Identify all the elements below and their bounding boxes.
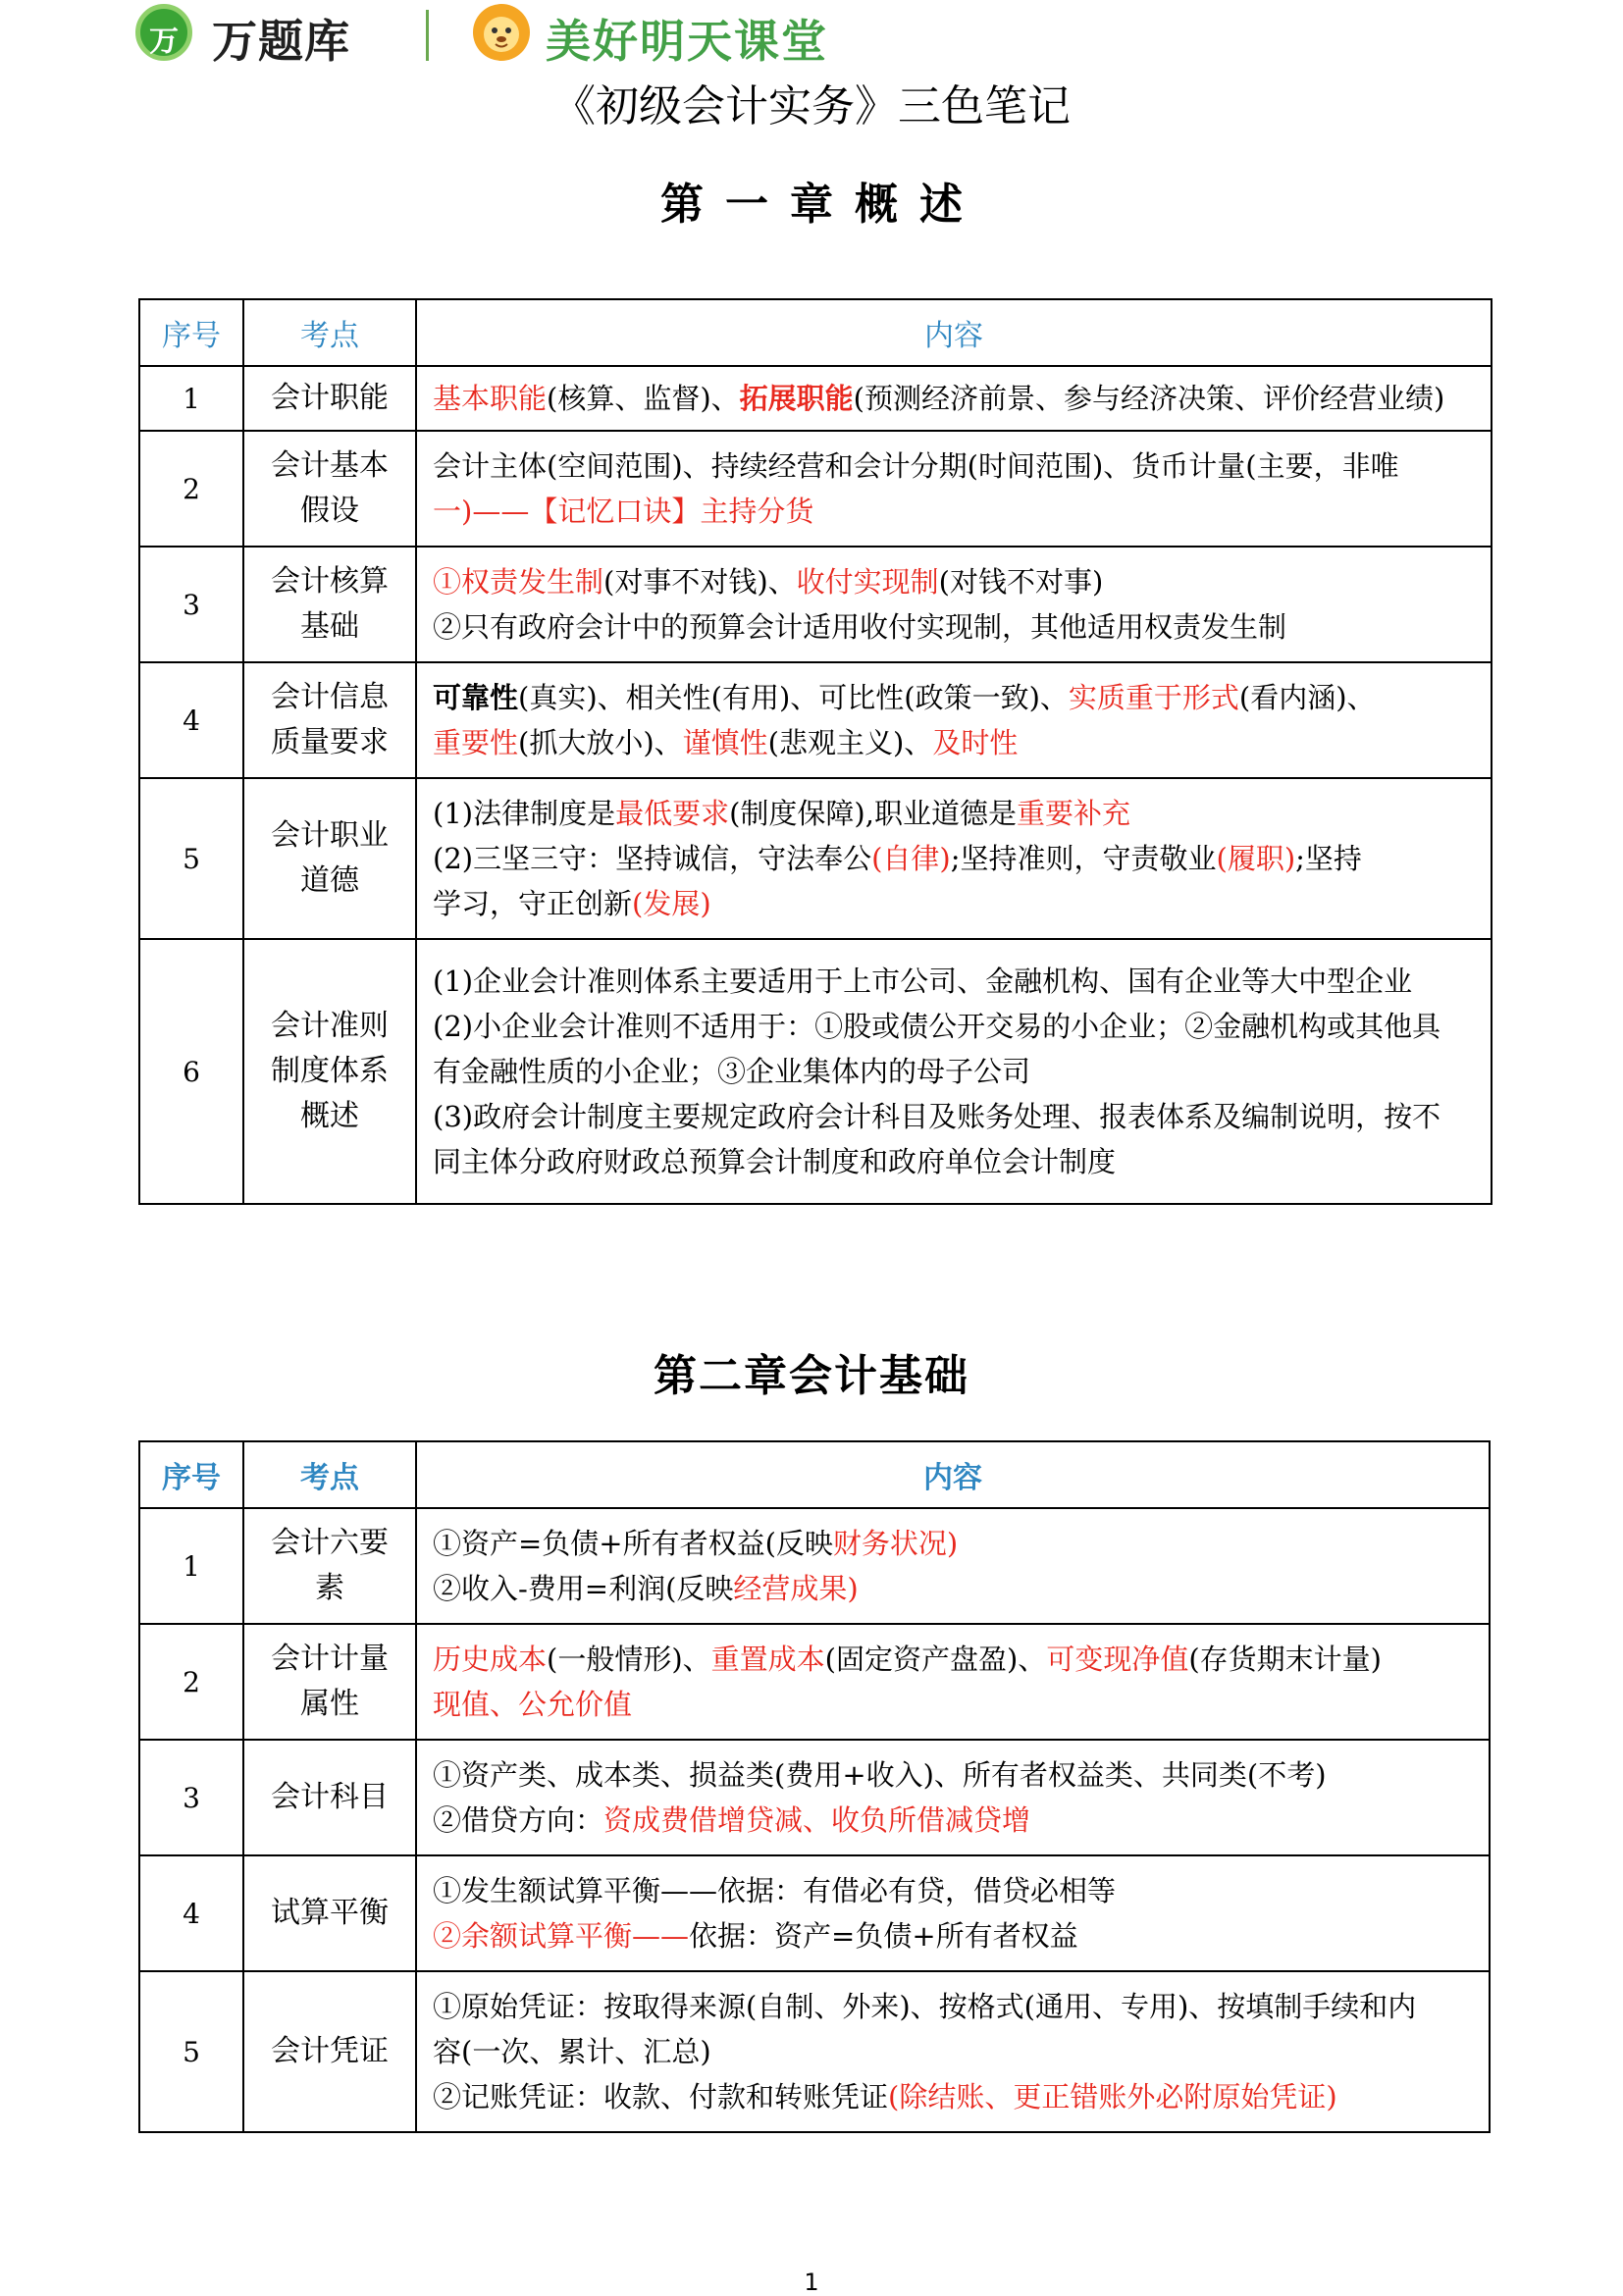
column-header-no: 序号 (139, 1441, 243, 1508)
row-number: 5 (139, 1971, 243, 2132)
row-content (416, 1971, 1490, 2132)
highlighted-text: (除结账、更正错账外必附原始凭证) (888, 2080, 1337, 2113)
content-line (433, 604, 1485, 650)
chapter-1-title: 第一章概述 (660, 180, 984, 230)
topic-line: 素 (315, 1571, 344, 1605)
table-row (139, 431, 1492, 547)
plain-text: (固定资产盘盈)、 (824, 1643, 1047, 1676)
lion-logo-icon (471, 2, 532, 63)
plain-text: (看内涵)、 (1238, 681, 1376, 714)
plain-text: (存货期末计量) (1188, 1643, 1382, 1676)
content-line (433, 881, 1485, 926)
table-row (139, 366, 1492, 431)
document-title: 《初级会计实务》三色笔记 (552, 81, 1071, 131)
highlighted-text: 收付实现制 (796, 565, 939, 599)
content-line (433, 791, 1485, 836)
content-line (433, 2074, 1483, 2119)
chapter-2-title: 第二章会计基础 (654, 1351, 969, 1401)
row-content (416, 1855, 1490, 1971)
table-row (139, 1624, 1490, 1740)
row-topic (243, 778, 416, 939)
topic-line: 会计信息 (271, 680, 389, 714)
page-number: 1 (804, 2269, 819, 2296)
content-line (433, 1682, 1483, 1727)
table-header-row (139, 299, 1492, 366)
plain-text: (制度保障),职业道德是 (729, 797, 1017, 830)
highlighted-text: 财务状况) (832, 1527, 959, 1560)
row-topic (243, 1971, 416, 2132)
row-number: 5 (139, 778, 243, 939)
topic-line: 假设 (300, 494, 359, 528)
plain-text: (核算、监督)、 (547, 382, 740, 415)
plain-text: (真实)、相关性(有用)、可比性(政策一致)、 (518, 681, 1069, 714)
plain-text: ②记账凭证：收款、付款和转账凭证 (433, 2080, 889, 2113)
row-content (416, 547, 1492, 662)
highlighted-text: 最低要求 (615, 797, 730, 830)
content-line (433, 1913, 1483, 1958)
content-line (433, 1004, 1485, 1049)
content-line (433, 1521, 1483, 1566)
table-row (139, 939, 1492, 1204)
content-line (433, 1139, 1485, 1184)
highlighted-text: (发展) (632, 887, 711, 920)
topic-line: 会计职能 (271, 381, 389, 415)
topic-line: 试算平衡 (271, 1896, 389, 1930)
row-content (416, 1624, 1490, 1740)
row-number: 2 (139, 431, 243, 547)
topic-line: 会计凭证 (271, 2034, 389, 2068)
table-row (139, 1740, 1490, 1855)
content-line (433, 675, 1485, 720)
column-header-content: 内容 (416, 1441, 1490, 1508)
highlighted-text: 重要补充 (1016, 797, 1130, 830)
table-header-row (139, 1441, 1490, 1508)
highlighted-text: ①权责发生制 (433, 565, 604, 599)
content-line (433, 1049, 1485, 1094)
plain-text: ①资产类、成本类、损益类(费用+收入)、所有者权益类、共同类(不考) (433, 1758, 1327, 1792)
row-content (416, 366, 1492, 431)
topic-line: 会计职业 (271, 818, 389, 853)
highlighted-text: 及时性 (932, 726, 1019, 759)
plain-text: 同主体分政府财政总预算会计制度和政府单位会计制度 (433, 1145, 1117, 1178)
content-line (433, 1566, 1483, 1611)
row-topic (243, 662, 416, 778)
row-topic (243, 1624, 416, 1740)
row-topic (243, 939, 416, 1204)
row-content (416, 939, 1492, 1204)
row-number: 3 (139, 547, 243, 662)
topic-line: 会计六要 (271, 1526, 389, 1560)
row-number: 1 (139, 1508, 243, 1624)
table-row (139, 778, 1492, 939)
highlighted-text: 一)——【记忆口诀】主持分货 (433, 495, 814, 528)
content-line (433, 720, 1485, 765)
row-content (416, 431, 1492, 547)
plain-text: ②收入-费用=利润(反映 (433, 1572, 734, 1605)
plain-text: ①资产=负债+所有者权益(反映 (433, 1527, 833, 1560)
table-row (139, 1855, 1490, 1971)
highlighted-text: 拓展职能 (739, 382, 854, 415)
plain-text: ②只有政府会计中的预算会计适用收付实现制，其他适用权责发生制 (433, 610, 1287, 644)
topic-line: 会计基本 (271, 448, 389, 483)
brand-primary: 万题库 (212, 15, 350, 68)
highlighted-text: 可靠性 (433, 681, 519, 714)
row-content (416, 1508, 1490, 1624)
header-divider (426, 10, 429, 61)
column-header-topic: 考点 (243, 299, 416, 366)
row-number: 4 (139, 1855, 243, 1971)
column-header-topic: 考点 (243, 1441, 416, 1508)
row-topic (243, 1508, 416, 1624)
highlighted-text: 谨慎性 (682, 726, 768, 759)
plain-text: ②借贷方向： (433, 1803, 604, 1837)
highlighted-text: 基本职能 (433, 382, 548, 415)
content-line (433, 1094, 1485, 1139)
topic-line: 制度体系 (271, 1054, 389, 1088)
row-number: 3 (139, 1740, 243, 1855)
table-row (139, 1971, 1490, 2132)
content-line (433, 959, 1485, 1004)
table-row (139, 1508, 1490, 1624)
highlighted-text: 重要性 (433, 726, 519, 759)
highlighted-text: (自律) (871, 842, 951, 875)
chapter-1-table (138, 298, 1492, 1205)
highlighted-text: 现值、公允价值 (433, 1688, 633, 1721)
row-topic (243, 1740, 416, 1855)
content-line (433, 1868, 1483, 1913)
plain-text: 容(一次、累计、汇总) (433, 2035, 711, 2068)
plain-text: 有金融性质的小企业；③企业集体内的母子公司 (433, 1055, 1031, 1088)
plain-text: ;坚持准则，守责敬业 (950, 842, 1217, 875)
content-line (433, 1798, 1483, 1843)
row-number: 2 (139, 1624, 243, 1740)
plain-text: (对钱不对事) (938, 565, 1104, 599)
plain-text: ①原始凭证：按取得来源(自制、外来)、按格式(通用、专用)、按填制手续和内 (433, 1990, 1417, 2023)
wantiku-logo-icon: 万 (135, 4, 192, 61)
highlighted-text: 实质重于形式 (1068, 681, 1239, 714)
plain-text: ;坚持 (1295, 842, 1362, 875)
plain-text: (悲观主义)、 (767, 726, 933, 759)
plain-text: (预测经济前景、参与经济决策、评价经营业绩) (853, 382, 1445, 415)
topic-line: 会计准则 (271, 1009, 389, 1043)
plain-text: (抓大放小)、 (518, 726, 683, 759)
chapter-2-table (138, 1440, 1491, 2133)
row-number: 6 (139, 939, 243, 1204)
content-line (433, 2029, 1483, 2074)
table-row (139, 547, 1492, 662)
row-number: 4 (139, 662, 243, 778)
plain-text: 依据：资产=负债+所有者权益 (689, 1919, 1078, 1953)
topic-line: 会计科目 (271, 1780, 389, 1814)
row-content (416, 662, 1492, 778)
brand-secondary: 美好明天课堂 (546, 15, 828, 68)
highlighted-text: 重置成本 (710, 1643, 825, 1676)
highlighted-text: (履职) (1216, 842, 1296, 875)
content-line (433, 489, 1485, 534)
topic-line: 质量要求 (271, 725, 389, 759)
topic-line: 基础 (300, 609, 359, 644)
highlighted-text: 历史成本 (433, 1643, 548, 1676)
content-line (433, 1637, 1483, 1682)
plain-text: (2)小企业会计准则不适用于：①股或债公开交易的小企业；②金融机构或其他具 (433, 1010, 1441, 1043)
content-line (433, 376, 1485, 421)
row-content (416, 778, 1492, 939)
column-header-content: 内容 (416, 299, 1492, 366)
row-content (416, 1740, 1490, 1855)
topic-line: 道德 (300, 863, 359, 898)
topic-line: 会计核算 (271, 564, 389, 599)
topic-line: 属性 (300, 1687, 359, 1721)
highlighted-text: 可变现净值 (1046, 1643, 1189, 1676)
plain-text: (1)法律制度是 (433, 797, 616, 830)
content-line (433, 1752, 1483, 1798)
row-topic (243, 366, 416, 431)
row-topic (243, 1855, 416, 1971)
highlighted-text: ②余额试算平衡—— (433, 1919, 690, 1953)
row-number: 1 (139, 366, 243, 431)
plain-text: (3)政府会计制度主要规定政府会计科目及账务处理、报表体系及编制说明，按不 (433, 1100, 1441, 1133)
plain-text: ①发生额试算平衡——依据：有借必有贷，借贷必相等 (433, 1874, 1117, 1907)
plain-text: (1)企业会计准则体系主要适用于上市公司、金融机构、国有企业等大中型企业 (433, 965, 1413, 998)
highlighted-text: 经营成果) (733, 1572, 859, 1605)
topic-line: 概述 (300, 1099, 359, 1133)
content-line (433, 559, 1485, 604)
row-topic (243, 431, 416, 547)
column-header-no: 序号 (139, 299, 243, 366)
content-line (433, 444, 1485, 489)
plain-text: 会计主体(空间范围)、持续经营和会计分期(时间范围)、货币计量(主要，非唯 (433, 449, 1399, 483)
topic-line: 会计计量 (271, 1642, 389, 1676)
header (135, 0, 901, 69)
plain-text: 学习，守正创新 (433, 887, 633, 920)
row-topic (243, 547, 416, 662)
table-row (139, 662, 1492, 778)
plain-text: (2)三坚三守：坚持诚信，守法奉公 (433, 842, 872, 875)
plain-text: (一般情形)、 (547, 1643, 711, 1676)
content-line (433, 1984, 1483, 2029)
plain-text: (对事不对钱)、 (603, 565, 797, 599)
content-line (433, 836, 1485, 881)
highlighted-text: 资成费借增贷减、收负所借减贷增 (603, 1803, 1031, 1837)
